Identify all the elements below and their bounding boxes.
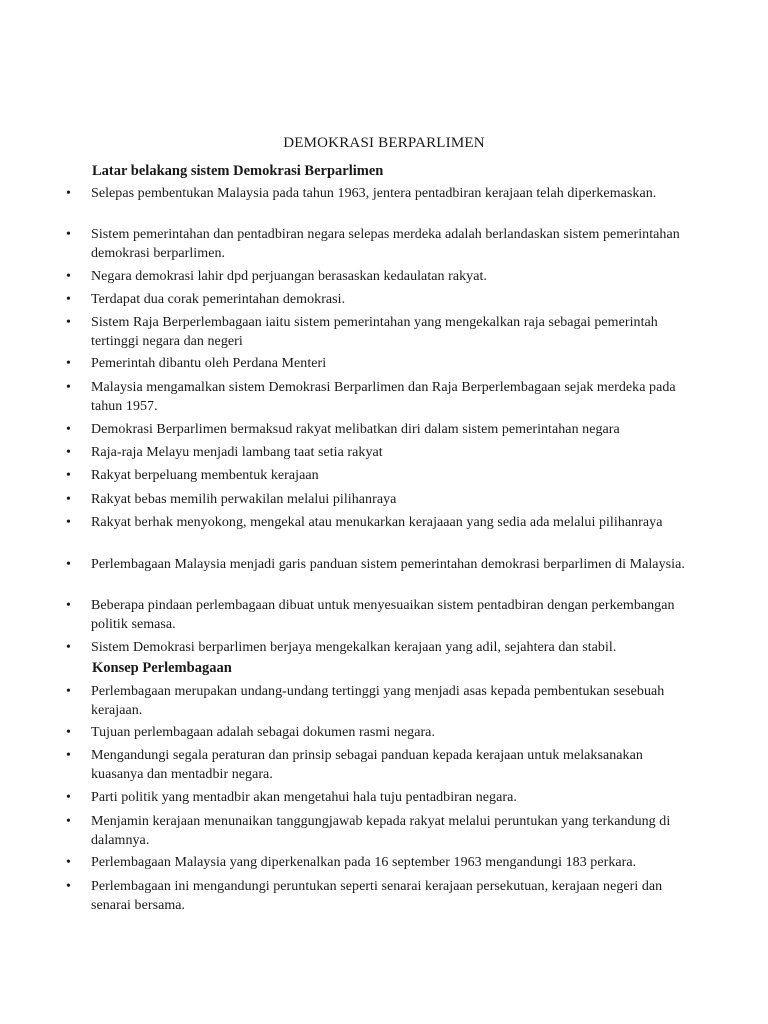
bullet-icon: • bbox=[66, 445, 71, 460]
list-item-text: Rakyat berpeluang membentuk kerajaan bbox=[91, 468, 319, 483]
bullet-icon: • bbox=[66, 356, 71, 371]
list-item-text: Sistem pemerintahan dan pentadbiran negara selepas merdeka adalah berlandaskan sistem pemerintahan demokrasi berparlimen. bbox=[91, 227, 680, 261]
list-item-text: Negara demokrasi lahir dpd perjuangan berasaskan kedaulatan rakyat. bbox=[91, 269, 487, 284]
list-item-text: Demokrasi Berparlimen bermaksud rakyat melibatkan diri dalam sistem pemerintahan negara bbox=[91, 422, 620, 437]
bullet-icon: • bbox=[66, 380, 71, 395]
list-item-text: Perlembagaan Malaysia menjadi garis panduan sistem pemerintahan demokrasi berparlimen di Malaysia. bbox=[91, 557, 685, 572]
list-item-text: Beberapa pindaan perlembagaan dibuat untuk menyesuaikan sistem pentadbiran dengan perkembangan politik semasa. bbox=[91, 598, 675, 632]
list-item-text: Parti politik yang mentadbir akan mengetahui hala tuju pentadbiran negara. bbox=[91, 790, 517, 805]
section-heading-konsep-perlembagaan: Konsep Perlembagaan bbox=[92, 660, 232, 676]
bullet-icon: • bbox=[66, 422, 71, 437]
bullet-icon: • bbox=[66, 186, 71, 201]
section-heading-latar-belakang: Latar belakang sistem Demokrasi Berparlimen bbox=[92, 163, 384, 179]
bullet-icon: • bbox=[66, 855, 71, 870]
bullet-icon: • bbox=[66, 879, 71, 894]
list-item-text: Menjamin kerajaan menunaikan tanggungjawab kepada rakyat melalui peruntukan yang terkandung di dalamnya. bbox=[91, 814, 671, 848]
bullet-icon: • bbox=[66, 557, 71, 572]
list-item-text: Perlembagaan ini mengandungi peruntukan seperti senarai kerajaan persekutuan, kerajaan negeri dan senarai bersama. bbox=[91, 879, 663, 913]
list-item-text: Perlembagaan merupakan undang-undang tertinggi yang menjadi asas kepada pembentukan sesebuah kerajaan. bbox=[91, 684, 665, 718]
bullet-icon: • bbox=[66, 640, 71, 655]
bullet-icon: • bbox=[66, 492, 71, 507]
list-item-text: Malaysia mengamalkan sistem Demokrasi Berparlimen dan Raja Berperlembagaan sejak merdeka pada tahun 1957. bbox=[91, 380, 676, 414]
bullet-icon: • bbox=[66, 292, 71, 307]
bullet-icon: • bbox=[66, 468, 71, 483]
list-item-text: Rakyat berhak menyokong, mengekal atau menukarkan kerajaaan yang sedia ada melalui pilihanraya bbox=[91, 515, 663, 530]
bullet-icon: • bbox=[66, 269, 71, 284]
list-item-text: Rakyat bebas memilih perwakilan melalui pilihanraya bbox=[91, 492, 397, 507]
list-item-text: Perlembagaan Malaysia yang diperkenalkan pada 16 september 1963 mengandungi 183 perkara. bbox=[91, 855, 637, 870]
list-item-text: Selepas pembentukan Malaysia pada tahun 1963, jentera pentadbiran kerajaan telah diperkemaskan. bbox=[91, 186, 657, 201]
bullet-icon: • bbox=[66, 598, 71, 613]
list-item-text: Sistem Raja Berperlembagaan iaitu sistem pemerintahan yang mengekalkan raja sebagai pemerintah tertinggi negara dan negeri bbox=[91, 315, 658, 349]
list-item-text: Raja-raja Melayu menjadi lambang taat setia rakyat bbox=[91, 445, 383, 460]
list-item-text: Terdapat dua corak pemerintahan demokrasi. bbox=[91, 292, 346, 307]
list-item-text: Mengandungi segala peraturan dan prinsip sebagai panduan kepada kerajaan untuk melaksanakan kuasanya dan mentadbir negara. bbox=[91, 748, 643, 782]
bullet-icon: • bbox=[66, 748, 71, 763]
bullet-icon: • bbox=[66, 725, 71, 740]
bullet-icon: • bbox=[66, 814, 71, 829]
bullet-icon: • bbox=[66, 227, 71, 242]
list-item-text: Sistem Demokrasi berparlimen berjaya mengekalkan kerajaan yang adil, sejahtera dan stabil. bbox=[91, 640, 617, 655]
bullet-icon: • bbox=[66, 790, 71, 805]
bullet-icon: • bbox=[66, 315, 71, 330]
bullet-icon: • bbox=[66, 515, 71, 530]
document-title: DEMOKRASI BERPARLIMEN bbox=[283, 135, 485, 151]
list-item-text: Tujuan perlembagaan adalah sebagai dokumen rasmi negara. bbox=[91, 725, 435, 740]
list-item-text: Pemerintah dibantu oleh Perdana Menteri bbox=[91, 356, 327, 371]
bullet-icon: • bbox=[66, 684, 71, 699]
